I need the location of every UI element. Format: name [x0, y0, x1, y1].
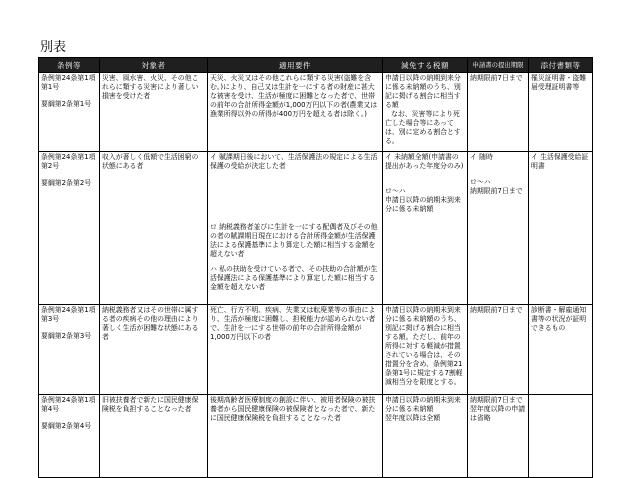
header-attachments: 添付書類等: [529, 58, 593, 73]
target-text: 災害、風水害、火災、その他これらに類する災害により著しい損害を受けた者: [102, 74, 199, 100]
requirements-cell: [208, 395, 383, 478]
deadline-cell: [468, 152, 529, 305]
reduction-note: なお、災害等により死亡した場合等にあっては、別に定める割合とする。: [385, 110, 461, 145]
attachments-cell: [529, 73, 593, 152]
attachments-cell: [529, 305, 593, 395]
attachments-cell: [529, 152, 593, 305]
reduction-cell: [383, 305, 468, 395]
header-reduction: 減免する税額: [383, 58, 468, 73]
table-row: [39, 152, 593, 305]
reduction-cell: [383, 395, 468, 478]
target-cell: [100, 73, 208, 152]
reduction-ro-ha: ロ～ハ 申請日以降の納期未到来分に係る未納額: [385, 187, 461, 213]
target-cell: [100, 395, 208, 478]
table-row: [39, 305, 593, 395]
table-row: [39, 73, 593, 152]
law-article: 条例第24条第1項第2号: [41, 153, 96, 170]
law-cell: [39, 73, 100, 152]
attachments-cell: [529, 395, 593, 478]
header-law: 条例等: [39, 58, 100, 73]
header-row: [39, 58, 593, 73]
attachments-text: 罹災証明書・盗難届受理証明書等: [531, 74, 587, 91]
target-cell: [100, 305, 208, 395]
law-article: 条例第24条第1項第3号: [41, 306, 96, 323]
requirements-cell: [208, 73, 383, 152]
deadline-text: 納期限前7日まで: [470, 306, 523, 314]
header-deadline: 申請書の提出期限: [468, 58, 529, 73]
deadline-cell: [468, 395, 529, 478]
requirement-text: 後期高齢者医療制度の創設に伴い、被用者保険の被扶養者から国民健康保険の被保険者となった者で、新たに国民健康保険税を負担することなった者: [210, 396, 376, 422]
requirement-text: 天災、火災又はその他これらに類する災害(盗難を含む。)により、自己又は生計を一にする者の財産に甚大な被害を受け、生活が極度に困難となった者で、世帯の前年の合計所得金額が1,000万円以下の者(農業又は漁業所得以外の所得が400万円を超える者は除く。): [210, 74, 378, 118]
deadline-text: 納期限前7日まで: [470, 74, 523, 82]
target-cell: [100, 152, 208, 305]
reduction-i: イ 未納額全額(申請書の提出があった年度分のみ): [385, 153, 464, 170]
requirements-cell: [208, 305, 383, 395]
page-title: 別表: [40, 40, 67, 55]
target-text: 収入が著しく低額で生活困窮の状態にある者: [102, 153, 199, 170]
law-article: 条例第24条第1項第1号: [41, 74, 96, 91]
deadline-text: 納期限前7日まで 翌年度以降の申請は省略: [470, 396, 526, 422]
deadline-cell: [468, 305, 529, 395]
law-cell: [39, 395, 100, 478]
requirement-text: 死亡、行方不明、疾病、失業又は転廃業等の事由により、生活が極度に困難し、担税能力が認められない者で、生計を一にする世帯の前年の合計所得金額が1,000万円以下の者: [210, 306, 376, 341]
deadline-ro-ha: ロ～ハ 納期限前7日まで: [470, 178, 523, 195]
requirement-i: イ 賦課期日後において、生活保護法の規定による生活保護の受給が決定した者: [210, 153, 378, 170]
law-guideline: 要綱第2条第1号: [41, 100, 92, 108]
deadline-cell: [468, 73, 529, 152]
header-target: 対象者: [100, 58, 208, 73]
law-cell: [39, 305, 100, 395]
reduction-table: [38, 57, 593, 478]
header-requirements: 適用要件: [208, 58, 383, 73]
law-guideline: 要綱第2条第4号: [41, 422, 92, 430]
requirement-ha: ハ 私の扶助を受けている者で、その扶助の合計額が生活保護法による保護基準により算定した額に相当する金額を超えない者: [210, 265, 378, 291]
requirement-ro: ロ 納税義務者並びに生計を一にする配偶者及びその他の者の賦課期日現在における合計所得金額が生活保護法による保護基準により算定した額に相当する金額を超えない者: [210, 223, 378, 258]
law-guideline: 要綱第2条第2号: [41, 179, 92, 187]
reduction-note: 翌年度以降は全額: [385, 414, 441, 422]
reduction-cell: [383, 152, 468, 305]
law-cell: [39, 152, 100, 305]
reduction-text: 申請日以降の納期到来分に係る未納額のうち、別記に掲げる割合に相当する額: [385, 74, 461, 109]
table-row: [39, 395, 593, 478]
law-guideline: 要綱第2条第3号: [41, 332, 92, 340]
target-text: 納税義務者又はその世帯に属する者の疾病その他の理由により著しく生活が困難な状態にある者: [102, 306, 199, 341]
deadline-i: イ 随時: [470, 153, 493, 161]
reduction-cell: [383, 73, 468, 152]
target-text: 旧被扶養者で新たに国民健康保険税を負担することなった者: [102, 396, 199, 413]
reduction-text: 申請日以降の納期未到来分に係る未納額: [385, 396, 461, 413]
requirements-cell: [208, 152, 383, 305]
reduction-text: 申請日以降の納期未到来分に係る未納額のうち、別記に掲げる割合に相当する額。ただし、前年の所得に対する軽減が措置されている場合は、その措置分を含め、条例第21条第1号に規定する7割軽減相当分を限度とする。: [385, 306, 463, 386]
attachments-text: イ 生活保護受給証明書: [531, 153, 589, 170]
attachments-text: 診断書・解雇通知書等の状況が証明できるもの: [531, 306, 587, 332]
law-article: 条例第24条第1項第4号: [41, 396, 96, 413]
